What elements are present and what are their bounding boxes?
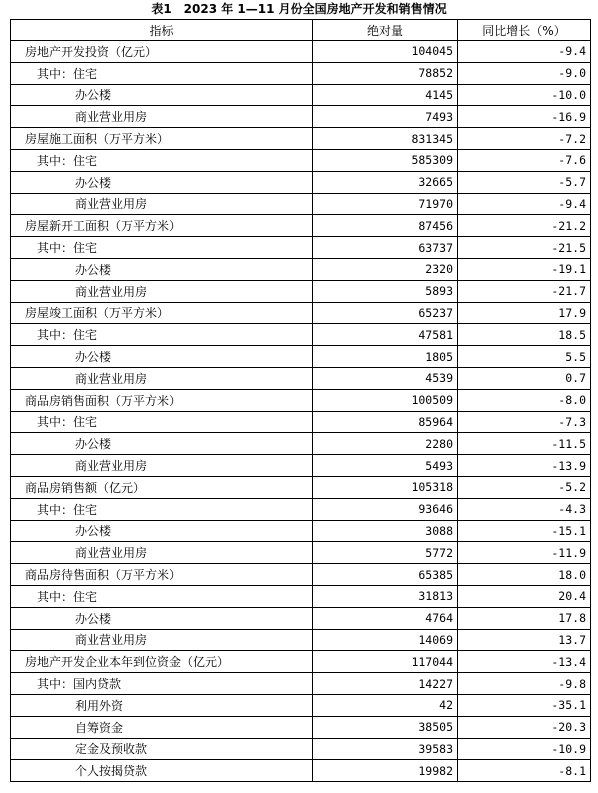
table-row [11,62,591,84]
row-yoy-growth: -20.3 [458,716,591,738]
table-row [11,433,591,455]
row-indicator-label: 办公楼 [11,258,313,280]
table-row [11,84,591,106]
row-absolute-value: 5893 [313,280,458,302]
row-absolute-value: 93646 [313,498,458,520]
row-indicator-label: 房地产开发企业本年到位资金（亿元） [11,651,313,673]
row-absolute-value: 85964 [313,411,458,433]
table-row [11,738,591,760]
row-indicator-label: 商业营业用房 [11,455,313,477]
header-indicator: 指标 [11,20,313,41]
row-indicator-label: 商业营业用房 [11,193,313,215]
row-absolute-value: 65237 [313,302,458,324]
row-absolute-value: 105318 [313,476,458,498]
row-absolute-value: 4764 [313,607,458,629]
row-yoy-growth: -9.0 [458,62,591,84]
row-yoy-growth: -21.2 [458,215,591,237]
table-title: 表1 2023 年 1—11 月份全国房地产开发和销售情况 [151,2,447,16]
row-yoy-growth: -9.4 [458,193,591,215]
row-yoy-growth: 13.7 [458,629,591,651]
row-yoy-growth: -9.8 [458,673,591,695]
row-yoy-growth: -13.4 [458,651,591,673]
row-indicator-label: 商业营业用房 [11,280,313,302]
header-absolute-value: 绝对量 [313,20,458,41]
row-yoy-growth: -4.3 [458,498,591,520]
row-absolute-value: 7493 [313,106,458,128]
table-row [11,237,591,259]
row-indicator-label: 商品房销售额（亿元） [11,476,313,498]
row-absolute-value: 39583 [313,738,458,760]
row-indicator-label: 办公楼 [11,346,313,368]
table-row [11,455,591,477]
row-yoy-growth: -8.0 [458,389,591,411]
row-yoy-growth: 17.8 [458,607,591,629]
row-absolute-value: 31813 [313,585,458,607]
header-yoy-growth: 同比增长（%） [458,20,591,41]
row-indicator-label: 商业营业用房 [11,367,313,389]
row-yoy-growth: 18.0 [458,564,591,586]
table-row [11,128,591,150]
row-absolute-value: 117044 [313,651,458,673]
row-yoy-growth: -5.7 [458,171,591,193]
table-row [11,476,591,498]
row-yoy-growth: -7.3 [458,411,591,433]
row-absolute-value: 831345 [313,128,458,150]
row-indicator-label: 定金及预收款 [11,738,313,760]
row-yoy-growth: -11.9 [458,542,591,564]
row-yoy-growth: 18.5 [458,324,591,346]
row-absolute-value: 63737 [313,237,458,259]
row-absolute-value: 3088 [313,520,458,542]
row-yoy-growth: 20.4 [458,585,591,607]
row-yoy-growth: 0.7 [458,367,591,389]
row-absolute-value: 87456 [313,215,458,237]
row-indicator-label: 其中：住宅 [11,237,313,259]
row-indicator-label: 房地产开发投资（亿元） [11,41,313,63]
table-row [11,629,591,651]
table-body [11,41,591,782]
row-absolute-value: 47581 [313,324,458,346]
row-indicator-label: 办公楼 [11,433,313,455]
row-indicator-label: 其中：住宅 [11,62,313,84]
row-absolute-value: 14227 [313,673,458,695]
row-yoy-growth: -21.7 [458,280,591,302]
row-yoy-growth: -8.1 [458,760,591,782]
row-indicator-label: 商业营业用房 [11,106,313,128]
table-row [11,607,591,629]
row-yoy-growth: -5.2 [458,476,591,498]
row-absolute-value: 5493 [313,455,458,477]
row-yoy-growth: -9.4 [458,41,591,63]
table-row [11,651,591,673]
row-absolute-value: 19982 [313,760,458,782]
table-row [11,324,591,346]
row-absolute-value: 78852 [313,62,458,84]
row-yoy-growth: -21.5 [458,237,591,259]
row-yoy-growth: -10.0 [458,84,591,106]
table-row [11,542,591,564]
table-row [11,149,591,171]
table-row [11,716,591,738]
row-absolute-value: 2320 [313,258,458,280]
table-row [11,498,591,520]
row-indicator-label: 自筹资金 [11,716,313,738]
row-indicator-label: 商品房待售面积（万平方米） [11,564,313,586]
row-absolute-value: 4539 [313,367,458,389]
table-row [11,41,591,63]
table-row [11,280,591,302]
row-indicator-label: 房屋竣工面积（万平方米） [11,302,313,324]
row-indicator-label: 办公楼 [11,171,313,193]
table-row [11,258,591,280]
table-row [11,520,591,542]
row-absolute-value: 38505 [313,716,458,738]
row-absolute-value: 71970 [313,193,458,215]
row-yoy-growth: -7.6 [458,149,591,171]
row-yoy-growth: -15.1 [458,520,591,542]
row-indicator-label: 办公楼 [11,84,313,106]
row-indicator-label: 办公楼 [11,607,313,629]
row-absolute-value: 5772 [313,542,458,564]
row-absolute-value: 100509 [313,389,458,411]
row-yoy-growth: -16.9 [458,106,591,128]
row-indicator-label: 其中：国内贷款 [11,673,313,695]
table-row [11,193,591,215]
row-yoy-growth: -19.1 [458,258,591,280]
row-absolute-value: 42 [313,694,458,716]
row-absolute-value: 4145 [313,84,458,106]
row-indicator-label: 其中：住宅 [11,411,313,433]
row-yoy-growth: -7.2 [458,128,591,150]
row-yoy-growth: -10.9 [458,738,591,760]
row-indicator-label: 房屋新开工面积（万平方米） [11,215,313,237]
row-indicator-label: 商业营业用房 [11,629,313,651]
row-absolute-value: 32665 [313,171,458,193]
row-yoy-growth: 5.5 [458,346,591,368]
row-indicator-label: 商业营业用房 [11,542,313,564]
row-indicator-label: 商品房销售面积（万平方米） [11,389,313,411]
row-indicator-label: 房屋施工面积（万平方米） [11,128,313,150]
table-row [11,389,591,411]
row-yoy-growth: -11.5 [458,433,591,455]
row-absolute-value: 1805 [313,346,458,368]
table-row [11,673,591,695]
row-absolute-value: 585309 [313,149,458,171]
table-header [11,20,591,41]
table-row [11,760,591,782]
row-yoy-growth: 17.9 [458,302,591,324]
table-row [11,215,591,237]
row-indicator-label: 个人按揭贷款 [11,760,313,782]
row-indicator-label: 其中：住宅 [11,149,313,171]
table-row [11,346,591,368]
table-row [11,585,591,607]
row-yoy-growth: -35.1 [458,694,591,716]
header-row [11,20,591,41]
table-row [11,106,591,128]
table-row [11,302,591,324]
row-absolute-value: 14069 [313,629,458,651]
table-row [11,171,591,193]
row-absolute-value: 104045 [313,41,458,63]
table-row [11,564,591,586]
row-indicator-label: 办公楼 [11,520,313,542]
row-absolute-value: 2280 [313,433,458,455]
row-indicator-label: 利用外资 [11,694,313,716]
row-indicator-label: 其中：住宅 [11,498,313,520]
row-absolute-value: 65385 [313,564,458,586]
table-row [11,411,591,433]
row-indicator-label: 其中：住宅 [11,324,313,346]
statistics-table [10,19,591,782]
table-row [11,694,591,716]
row-yoy-growth: -13.9 [458,455,591,477]
row-indicator-label: 其中：住宅 [11,585,313,607]
table-row [11,367,591,389]
